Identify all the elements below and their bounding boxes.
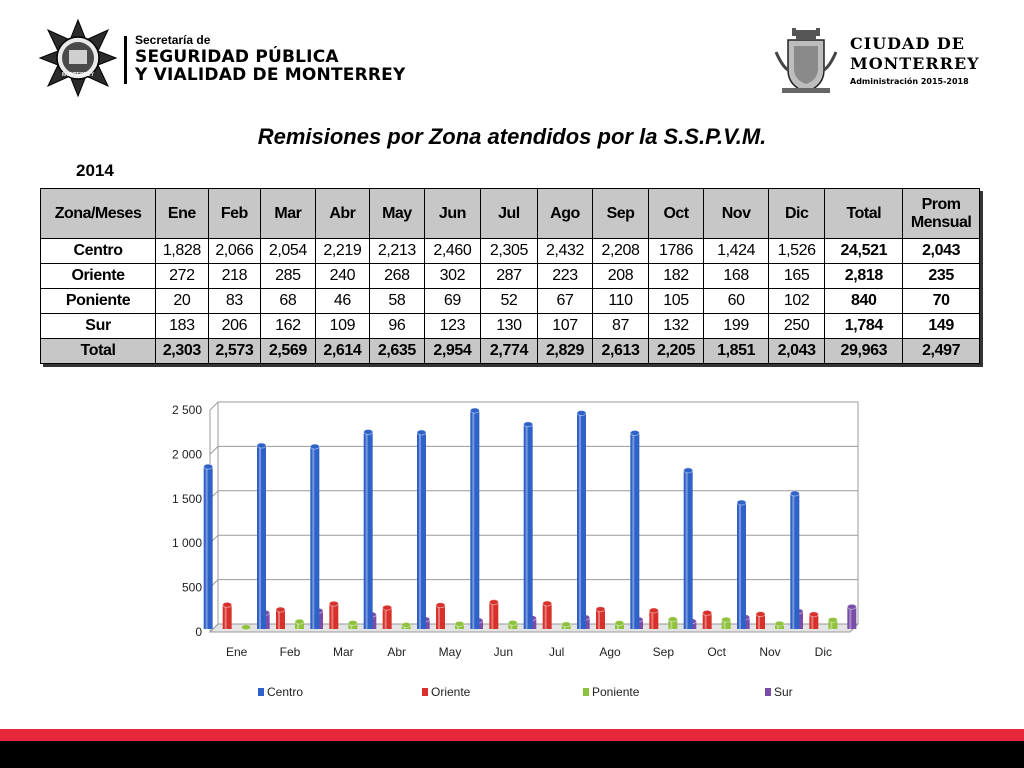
col-header: Mar <box>261 189 316 239</box>
bar-chart <box>150 400 890 720</box>
sspvm-badge-logo <box>38 18 118 98</box>
table-cell: 206 <box>208 314 261 339</box>
bar-body <box>310 447 319 629</box>
table-cell: 272 <box>156 264 209 289</box>
row-label: Oriente <box>41 264 156 289</box>
x-tick-label: Dic <box>814 645 833 659</box>
table-cell: 240 <box>315 264 370 289</box>
x-tick-label: Ago <box>599 645 621 659</box>
bar-highlight <box>579 413 581 629</box>
bar-body <box>204 467 213 629</box>
table-cell: 2,219 <box>315 239 370 264</box>
table-cell: 168 <box>704 264 769 289</box>
table-cell: 208 <box>593 264 649 289</box>
bar-body <box>329 604 338 629</box>
table-cell: 2,303 <box>156 339 209 364</box>
bar-body <box>596 609 605 629</box>
x-tick-label: Ene <box>225 645 248 659</box>
bar-poniente-dic <box>828 617 837 629</box>
prom-line2: Mensual <box>910 213 972 231</box>
table-cell: 162 <box>261 314 316 339</box>
bar-highlight <box>366 432 368 629</box>
bar-cap <box>364 429 373 434</box>
table-cell: 83 <box>208 289 261 314</box>
table-cell: 2,305 <box>481 239 538 264</box>
col-header: Jun <box>424 189 481 239</box>
bar-body <box>276 610 285 629</box>
row-total: 29,963 <box>825 339 903 364</box>
table-cell: 2,054 <box>261 239 316 264</box>
bar-highlight <box>312 447 314 629</box>
bar-body <box>364 432 373 629</box>
bar-body <box>847 607 856 629</box>
bar-poniente-ene <box>242 625 251 630</box>
bar-cap <box>402 622 411 627</box>
table-cell: 46 <box>315 289 370 314</box>
y-tick-label: 0 <box>195 625 202 639</box>
bar-centro-jul <box>524 422 533 629</box>
col-header: Nov <box>704 189 769 239</box>
bar-cap <box>204 464 213 469</box>
bar-oriente-abr <box>383 605 392 629</box>
bar-cap <box>668 617 677 622</box>
col-header: Sep <box>593 189 649 239</box>
table-body <box>41 239 980 364</box>
city-administration: Administración 2015-2018 <box>850 77 969 86</box>
legend-swatch-sur <box>765 688 771 696</box>
bar-highlight <box>686 470 688 629</box>
bar-cap <box>524 422 533 427</box>
bar-centro-ago <box>577 411 586 629</box>
row-prom-mensual: 2,043 <box>903 239 980 264</box>
bar-highlight <box>278 610 280 629</box>
bar-cap <box>489 600 498 605</box>
x-tick-label: Mar <box>332 645 354 659</box>
table-cell: 2,569 <box>261 339 316 364</box>
x-tick-label: Abr <box>387 645 407 659</box>
bar-centro-feb <box>257 443 266 629</box>
bar-centro-ene <box>204 464 213 629</box>
bar-body <box>257 446 266 629</box>
bar-highlight <box>331 604 333 629</box>
table-cell: 183 <box>156 314 209 339</box>
bar-cap <box>775 621 784 626</box>
bar-body <box>524 424 533 629</box>
bar-highlight <box>206 467 208 629</box>
table-cell: 2,043 <box>768 339 825 364</box>
bar-oriente-jul <box>543 601 552 629</box>
org-line2: SEGURIDAD PÚBLICA <box>135 47 339 67</box>
table-cell: 250 <box>768 314 825 339</box>
bar-body <box>223 605 232 629</box>
bar-poniente-sep <box>668 617 677 629</box>
bar-centro-may <box>417 430 426 629</box>
bar-centro-dic <box>790 491 799 629</box>
col-header: Ene <box>156 189 209 239</box>
row-prom-mensual: 235 <box>903 264 980 289</box>
bar-cap <box>809 612 818 617</box>
bar-cap <box>615 621 624 626</box>
col-header: Abr <box>315 189 370 239</box>
bar-poniente-may <box>455 621 464 629</box>
table-cell: 1,424 <box>704 239 769 264</box>
bar-cap <box>543 601 552 606</box>
table-cell: 199 <box>704 314 769 339</box>
table-cell: 96 <box>370 314 425 339</box>
bar-highlight <box>491 602 493 629</box>
table-cell: 102 <box>768 289 825 314</box>
table-cell: 105 <box>648 289 704 314</box>
bar-cap <box>455 621 464 626</box>
y-tick-label: 2 000 <box>171 447 202 462</box>
bar-cap <box>257 443 266 448</box>
table-cell: 107 <box>537 314 593 339</box>
bar-highlight <box>385 608 387 629</box>
legend-swatch-poniente <box>583 688 589 696</box>
row-total: 840 <box>825 289 903 314</box>
bar-oriente-mar <box>329 601 338 629</box>
bar-cap <box>756 612 765 617</box>
x-tick-label: May <box>438 645 462 659</box>
table-cell: 1,828 <box>156 239 209 264</box>
bar-centro-sep <box>630 430 639 629</box>
table-cell: 130 <box>481 314 538 339</box>
bar-cap <box>223 602 232 607</box>
table-cell: 132 <box>648 314 704 339</box>
bar-oriente-oct <box>703 610 712 629</box>
bar-highlight <box>438 605 440 629</box>
col-header: Total <box>825 189 903 239</box>
col-header: Zona/Meses <box>41 189 156 239</box>
table-row <box>41 289 980 314</box>
x-tick-label: Oct <box>707 645 727 659</box>
row-prom-mensual: 149 <box>903 314 980 339</box>
bar-poniente-abr <box>402 622 411 629</box>
table-cell: 2,614 <box>315 339 370 364</box>
row-prom-mensual: 70 <box>903 289 980 314</box>
table-cell: 302 <box>424 264 481 289</box>
table-cell: 2,829 <box>537 339 593 364</box>
table-cell: 2,205 <box>648 339 704 364</box>
table-header-row <box>41 189 980 239</box>
table-cell: 110 <box>593 289 649 314</box>
bar-body <box>417 432 426 629</box>
org-line1: Secretaría de <box>135 33 211 47</box>
bar-oriente-jun <box>489 600 498 629</box>
bar-body <box>436 605 445 629</box>
table-total-row <box>41 339 980 364</box>
bar-chart-svg <box>150 400 890 720</box>
col-header: May <box>370 189 425 239</box>
bar-oriente-ago <box>596 607 605 629</box>
row-label: Sur <box>41 314 156 339</box>
x-tick-label: Nov <box>759 645 781 659</box>
legend-label-oriente: Oriente <box>431 685 471 699</box>
table-cell: 109 <box>315 314 370 339</box>
city-line1: CIUDAD DE <box>850 34 965 53</box>
org-line3: Y VIALIDAD DE MONTERREY <box>135 65 406 85</box>
bar-cap <box>737 500 746 505</box>
bar-poniente-ago <box>615 621 624 629</box>
gridline-depth <box>210 446 218 454</box>
bar-centro-oct <box>684 468 693 629</box>
table-cell: 268 <box>370 264 425 289</box>
table-cell: 285 <box>261 264 316 289</box>
row-label: Total <box>41 339 156 364</box>
table-cell: 67 <box>537 289 593 314</box>
table-cell: 2,066 <box>208 239 261 264</box>
bar-body <box>470 411 479 629</box>
table-cell: 2,208 <box>593 239 649 264</box>
bar-cap <box>310 444 319 449</box>
table-cell: 52 <box>481 289 538 314</box>
bar-cap <box>276 607 285 612</box>
legend-label-poniente: Poniente <box>592 685 640 699</box>
bar-cap <box>383 605 392 610</box>
bar-cap <box>649 608 658 613</box>
footer-red-stripe <box>0 729 1024 741</box>
table-cell: 2,432 <box>537 239 593 264</box>
bar-highlight <box>419 432 421 629</box>
legend-swatch-centro <box>258 688 264 696</box>
bar-cap <box>684 468 693 473</box>
prom-line1: Prom <box>921 195 961 213</box>
bar-oriente-nov <box>756 612 765 629</box>
bar-poniente-oct <box>722 617 731 629</box>
bar-oriente-feb <box>276 607 285 629</box>
table-cell: 2,954 <box>424 339 481 364</box>
year-label: 2014 <box>76 161 114 180</box>
table-row <box>41 264 980 289</box>
bar-body <box>383 608 392 629</box>
col-header: Dic <box>768 189 825 239</box>
legend-label-centro: Centro <box>267 685 304 699</box>
row-label: Centro <box>41 239 156 264</box>
table-cell: 123 <box>424 314 481 339</box>
row-prom-mensual: 2,497 <box>903 339 980 364</box>
col-header: Oct <box>648 189 704 239</box>
bar-highlight <box>792 493 794 629</box>
table-cell: 165 <box>768 264 825 289</box>
y-tick-label: 1 000 <box>171 536 202 551</box>
bar-highlight <box>849 607 851 629</box>
bar-body <box>543 604 552 629</box>
bar-poniente-jun <box>508 620 517 629</box>
bar-cap <box>436 603 445 608</box>
row-label: Poniente <box>41 289 156 314</box>
bar-body <box>684 470 693 629</box>
badge-text: MONTERREY <box>62 72 94 78</box>
bar-cap <box>329 601 338 606</box>
bar-cap <box>577 411 586 416</box>
bar-cap <box>847 604 856 609</box>
bar-body <box>790 493 799 629</box>
y-tick-label: 1 500 <box>171 491 202 506</box>
bar-centro-jun <box>470 408 479 629</box>
bar-oriente-ene <box>223 602 232 629</box>
col-header: Jul <box>481 189 538 239</box>
table-cell: 287 <box>481 264 538 289</box>
bar-highlight <box>259 446 261 629</box>
bar-cap <box>562 622 571 627</box>
bar-poniente-mar <box>348 620 357 629</box>
table-cell: 2,635 <box>370 339 425 364</box>
table-cell: 60 <box>704 289 769 314</box>
bar-cap <box>703 610 712 615</box>
bar-highlight <box>739 503 741 629</box>
bar-oriente-dic <box>809 612 818 629</box>
bar-centro-nov <box>737 500 746 629</box>
col-header: Ago <box>537 189 593 239</box>
legend-swatch-oriente <box>422 688 428 696</box>
col-header-prom <box>903 189 980 239</box>
table-cell: 1786 <box>648 239 704 264</box>
y-tick-label: 500 <box>181 580 202 595</box>
bar-oriente-sep <box>649 608 658 629</box>
bar-highlight <box>472 411 474 629</box>
page-title: Remisiones por Zona atendidos por la S.S.P.V.M. <box>257 124 767 149</box>
table-cell: 2,213 <box>370 239 425 264</box>
bar-highlight <box>598 609 600 629</box>
table-row <box>41 314 980 339</box>
bar-cap <box>722 617 731 622</box>
table-cell: 69 <box>424 289 481 314</box>
footer-black-stripe <box>0 741 1024 768</box>
bar-oriente-may <box>436 603 445 629</box>
city-name <box>850 34 980 86</box>
bar-cap <box>828 617 837 622</box>
x-tick-label: Sep <box>652 645 675 659</box>
x-tick-label: Feb <box>279 645 301 659</box>
bar-highlight <box>545 604 547 629</box>
bar-cap <box>630 430 639 435</box>
bar-centro-mar <box>310 444 319 629</box>
y-tick-label: 2 500 <box>171 403 202 417</box>
table-cell: 58 <box>370 289 425 314</box>
table-cell: 2,573 <box>208 339 261 364</box>
bar-highlight <box>632 433 634 629</box>
city-line2: MONTERREY <box>850 54 980 73</box>
gridline-depth <box>210 402 218 410</box>
table-cell: 87 <box>593 314 649 339</box>
table-cell: 223 <box>537 264 593 289</box>
city-coat-of-arms-logo <box>774 26 838 96</box>
org-name <box>135 34 405 84</box>
header-divider <box>124 36 127 84</box>
table-row <box>41 239 980 264</box>
bar-highlight <box>225 605 227 629</box>
bar-body <box>489 602 498 629</box>
table-cell: 68 <box>261 289 316 314</box>
table-cell: 1,526 <box>768 239 825 264</box>
row-total: 24,521 <box>825 239 903 264</box>
row-total: 1,784 <box>825 314 903 339</box>
row-total: 2,818 <box>825 264 903 289</box>
data-table <box>40 188 980 364</box>
bar-cap <box>242 625 251 630</box>
bar-body <box>577 413 586 629</box>
table-cell: 218 <box>208 264 261 289</box>
x-tick-label: Jul <box>548 645 565 659</box>
bar-cap <box>790 491 799 496</box>
bar-sur-dic <box>847 604 856 629</box>
bar-cap <box>596 607 605 612</box>
bar-poniente-jul <box>562 622 571 629</box>
table-cell: 2,460 <box>424 239 481 264</box>
bar-poniente-nov <box>775 621 784 629</box>
bar-cap <box>470 408 479 413</box>
table-cell: 2,774 <box>481 339 538 364</box>
legend-label-sur: Sur <box>774 685 793 699</box>
bar-centro-abr <box>364 429 373 629</box>
bar-body <box>737 503 746 629</box>
bar-cap <box>348 620 357 625</box>
table-cell: 1,851 <box>704 339 769 364</box>
table-cell: 182 <box>648 264 704 289</box>
bar-body <box>630 433 639 629</box>
table-cell: 20 <box>156 289 209 314</box>
bar-cap <box>295 619 304 624</box>
col-header: Feb <box>208 189 261 239</box>
bar-cap <box>417 430 426 435</box>
bar-cap <box>508 620 517 625</box>
bar-highlight <box>526 424 528 629</box>
x-tick-label: Jun <box>493 645 514 659</box>
bar-poniente-feb <box>295 619 304 629</box>
table-cell: 2,613 <box>593 339 649 364</box>
